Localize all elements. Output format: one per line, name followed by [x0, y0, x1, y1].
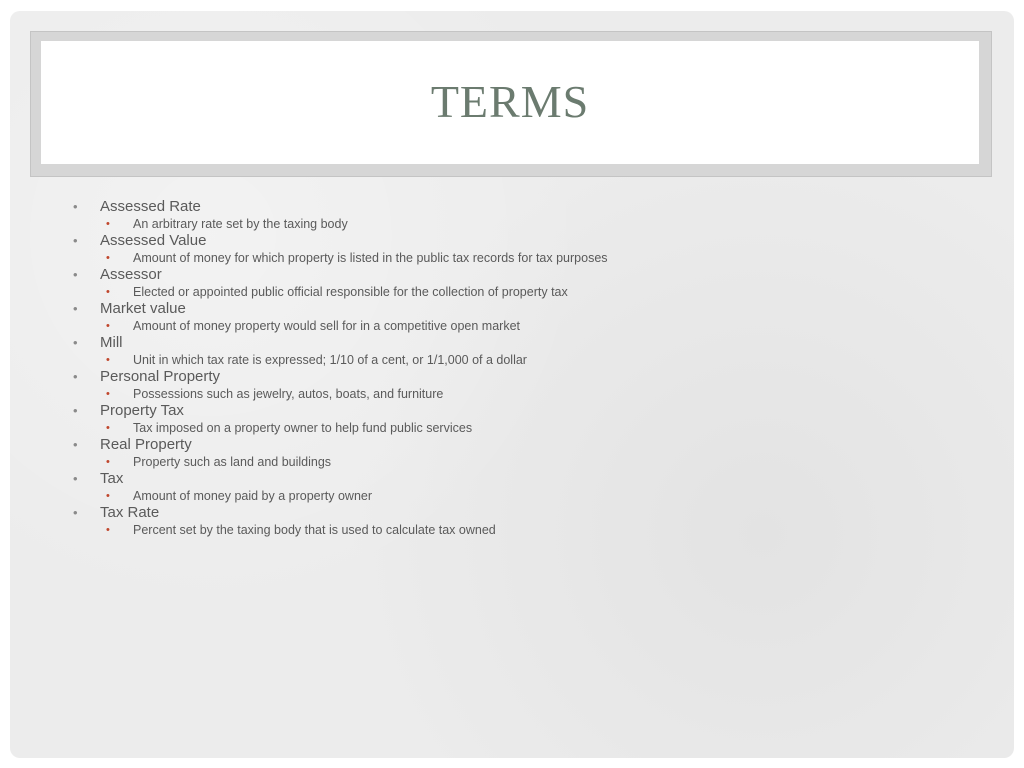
term-definition: [70, 454, 970, 470]
definition-text: Amount of money for which property is listed in the public tax records for tax purposes: [133, 251, 608, 265]
term-definition: [70, 420, 970, 436]
slide-title: TERMS: [430, 76, 590, 127]
term-label: Assessed Value: [100, 232, 207, 249]
definition-text: Amount of money property would sell for in a competitive open market: [133, 319, 520, 333]
definition-text: Property such as land and buildings: [133, 455, 332, 469]
sub-bullet-icon: •: [106, 524, 110, 536]
bullet-icon: •: [73, 267, 78, 282]
term-label: Assessed Rate: [100, 198, 201, 215]
term-definition: [70, 250, 970, 266]
term-label: Assessor: [100, 266, 162, 283]
term-label: Real Property: [100, 436, 192, 453]
term-definition: [70, 284, 970, 300]
definition-text: An arbitrary rate set by the taxing body: [133, 217, 348, 231]
term-definition: [70, 216, 970, 232]
term-list: [70, 198, 970, 538]
title-frame: [30, 31, 992, 177]
term-label: Tax: [100, 470, 124, 487]
slide: [10, 11, 1014, 758]
term-content: [70, 198, 970, 538]
term-definition: [70, 386, 970, 402]
term-label: Market value: [100, 300, 186, 317]
term-item: [70, 470, 970, 504]
term-item: [70, 266, 970, 300]
bullet-icon: •: [73, 369, 78, 384]
bullet-icon: •: [73, 233, 78, 248]
sub-bullet-icon: •: [106, 252, 110, 264]
term-label: Mill: [100, 334, 123, 351]
definition-text: Amount of money paid by a property owner: [133, 489, 373, 503]
sub-bullet-icon: •: [106, 320, 110, 332]
term-item: [70, 402, 970, 436]
bullet-icon: •: [73, 335, 78, 350]
bullet-icon: •: [73, 437, 78, 452]
term-label: Personal Property: [100, 368, 221, 385]
definition-text: Percent set by the taxing body that is used to calculate tax owned: [133, 523, 496, 537]
term-item: [70, 436, 970, 470]
sub-bullet-icon: •: [106, 286, 110, 298]
term-definition: [70, 318, 970, 334]
bullet-icon: •: [73, 471, 78, 486]
definition-text: Tax imposed on a property owner to help fund public services: [133, 421, 473, 435]
term-item: [70, 368, 970, 402]
definition-text: Elected or appointed public official responsible for the collection of property tax: [133, 285, 568, 299]
title-box: [41, 41, 979, 164]
bullet-icon: •: [73, 505, 78, 520]
definition-text: Possessions such as jewelry, autos, boats, and furniture: [133, 387, 444, 401]
term-item: [70, 334, 970, 368]
bullet-icon: •: [73, 301, 78, 316]
sub-bullet-icon: •: [106, 422, 110, 434]
term-item: [70, 198, 970, 232]
term-definition: [70, 522, 970, 538]
sub-bullet-icon: •: [106, 388, 110, 400]
sub-bullet-icon: •: [106, 456, 110, 468]
term-item: [70, 504, 970, 538]
term-item: [70, 300, 970, 334]
sub-bullet-icon: •: [106, 354, 110, 366]
term-label: Tax Rate: [100, 504, 160, 521]
sub-bullet-icon: •: [106, 490, 110, 502]
term-item: [70, 232, 970, 266]
term-definition: [70, 352, 970, 368]
sub-bullet-icon: •: [106, 218, 110, 230]
bullet-icon: •: [73, 403, 78, 418]
definition-text: Unit in which tax rate is expressed; 1/10 of a cent, or 1/1,000 of a dollar: [133, 353, 527, 367]
bullet-icon: •: [73, 199, 78, 214]
term-definition: [70, 488, 970, 504]
term-label: Property Tax: [100, 402, 184, 419]
